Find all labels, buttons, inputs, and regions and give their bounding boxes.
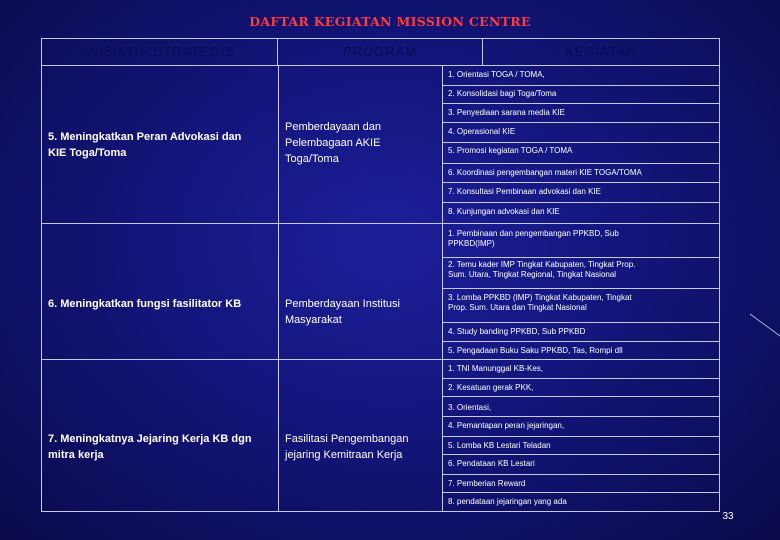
header-program: PROGRAM xyxy=(278,39,483,65)
activity-item: 3. Lomba PPKBD (IMP) Tingkat Kabupaten, Tingkat Prop. Sum. Utara dan Tingkat Nasional xyxy=(448,293,632,312)
activity-item: 8. pendataan jejaringan yang ada xyxy=(448,497,567,506)
activity-item: 4. Operasional KIE xyxy=(448,127,516,136)
row-divider xyxy=(442,474,719,475)
activity-item: 1. Pembinaan dan pengembangan PPKBD, Sub PPKBD(IMP) xyxy=(448,229,619,248)
row-divider xyxy=(442,436,719,437)
activity-item: 3. Orientasi, xyxy=(448,403,492,412)
header-divider xyxy=(42,65,719,66)
row-divider xyxy=(442,492,719,493)
header-strategi: INISIATIF STRATEGIS xyxy=(42,39,278,65)
activity-item: 4. Study banding PPKBD, Sub PPKBD xyxy=(448,327,586,336)
section-divider-2 xyxy=(42,359,719,360)
activity-table xyxy=(41,38,720,512)
row-divider xyxy=(442,163,719,164)
program-6: Pemberdayaan Institusi Masyarakat xyxy=(285,298,400,326)
program-7: Fasilitasi Pengembangan jejaring Kemitraan Kerja xyxy=(285,433,409,461)
row-divider xyxy=(442,85,719,86)
page-title: DAFTAR KEGIATAN MISSION CENTRE xyxy=(249,14,531,29)
activity-item: 2. Temu kader IMP Tingkat Kabupaten, Tingkat Prop. Sum. Utara, Tingkat Regional, Tingkat Nasional xyxy=(448,260,636,279)
page-number: 33 xyxy=(722,511,734,522)
activity-item: 6. Pendataan KB Lestari xyxy=(448,459,535,468)
row-divider xyxy=(442,257,719,258)
column-divider-1 xyxy=(278,65,279,511)
header-kegiatan: KEGIATAN xyxy=(565,44,637,59)
activity-item: 5. Lomba KB Lestari Teladan xyxy=(448,441,551,450)
row-divider xyxy=(442,288,719,289)
row-divider xyxy=(442,202,719,203)
strategy-6: 6. Meningkatkan fungsi fasilitator KB xyxy=(48,298,242,310)
decorative-stroke xyxy=(748,300,780,340)
row-divider xyxy=(442,122,719,123)
row-divider xyxy=(442,103,719,104)
row-divider xyxy=(442,341,719,342)
row-divider xyxy=(442,454,719,455)
activity-item: 6. Koordinasi pengembangan materi KIE TOGA/TOMA xyxy=(448,168,642,177)
row-divider xyxy=(442,142,719,143)
activity-item: 1. TNI Manunggal KB-Kes, xyxy=(448,364,544,373)
activity-item: 1. Orientasi TOGA / TOMA, xyxy=(448,70,545,79)
activity-item: 2. Kesatuan gerak PKK, xyxy=(448,383,534,392)
row-divider xyxy=(442,416,719,417)
strategy-7: 7. Meningkatnya Jejaring Kerja KB dgn mitra kerja xyxy=(48,433,252,461)
activity-item: 3. Penyediaan sarana media KIE xyxy=(448,108,565,117)
program-5: Pemberdayaan dan Pelembagaan AKIE Toga/Toma xyxy=(285,121,382,165)
activity-item: 5. Pengadaan Buku Saku PPKBD, Tas, Rompi dll xyxy=(448,346,623,355)
row-divider xyxy=(442,378,719,379)
activity-item: 4. Pemantapan peran jejaringan, xyxy=(448,421,565,430)
row-divider xyxy=(442,182,719,183)
activity-item: 7. Konsultasi Pembinaan advokasi dan KIE xyxy=(448,187,601,196)
section-divider-1 xyxy=(42,223,719,224)
activity-item: 2. Konsolidasi bagi Toga/Toma xyxy=(448,89,557,98)
row-divider xyxy=(442,396,719,397)
activity-item: 5. Promosi kegiatan TOGA / TOMA xyxy=(448,146,573,155)
activity-item: 8. Kunjungan advokasi dan KIE xyxy=(448,207,560,216)
strategy-5: 5. Meningkatkan Peran Advokasi dan KIE Toga/Toma xyxy=(48,131,242,159)
row-divider xyxy=(442,322,719,323)
activity-item: 7. Pemberian Reward xyxy=(448,479,526,488)
